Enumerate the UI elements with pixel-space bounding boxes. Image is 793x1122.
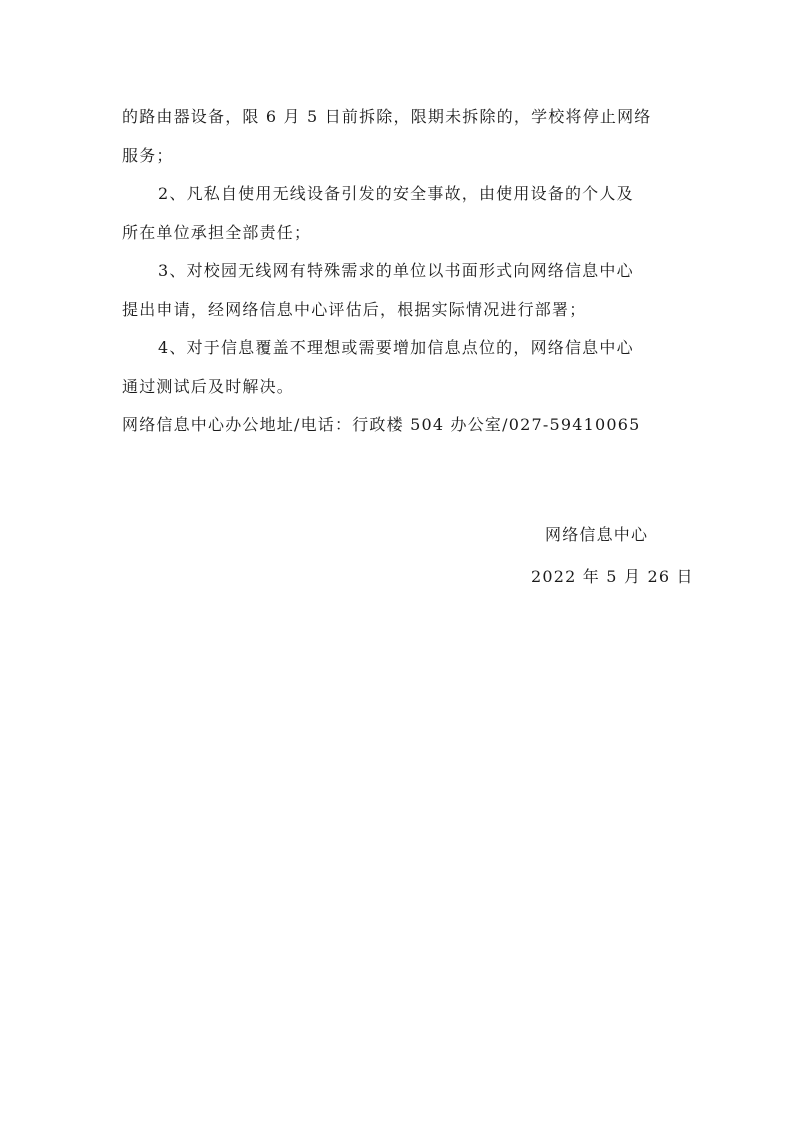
body-line: 提出申请，经网络信息中心评估后，根据实际情况进行部署； bbox=[122, 299, 587, 319]
contact-line: 网络信息中心办公地址/电话：行政楼 504 办公室/027-59410065 bbox=[122, 415, 641, 434]
signature-date: 2022 年 5 月 26 日 bbox=[531, 567, 694, 586]
body-line: 的路由器设备，限 6 月 5 日前拆除，限期未拆除的，学校将停止网络 bbox=[122, 107, 652, 126]
item-2-line: 2、凡私自使用无线设备引发的安全事故，由使用设备的个人及 bbox=[158, 184, 634, 203]
document-body bbox=[122, 98, 674, 445]
signature-organization: 网络信息中心 bbox=[545, 525, 649, 544]
item-4-line: 4、对于信息覆盖不理想或需要增加信息点位的，网络信息中心 bbox=[158, 338, 634, 357]
body-line: 服务； bbox=[122, 145, 174, 165]
item-3-line: 3、对校园无线网有特殊需求的单位以书面形式向网络信息中心 bbox=[158, 261, 634, 280]
body-line: 所在单位承担全部责任； bbox=[122, 222, 312, 242]
body-line: 通过测试后及时解决。 bbox=[122, 376, 295, 396]
